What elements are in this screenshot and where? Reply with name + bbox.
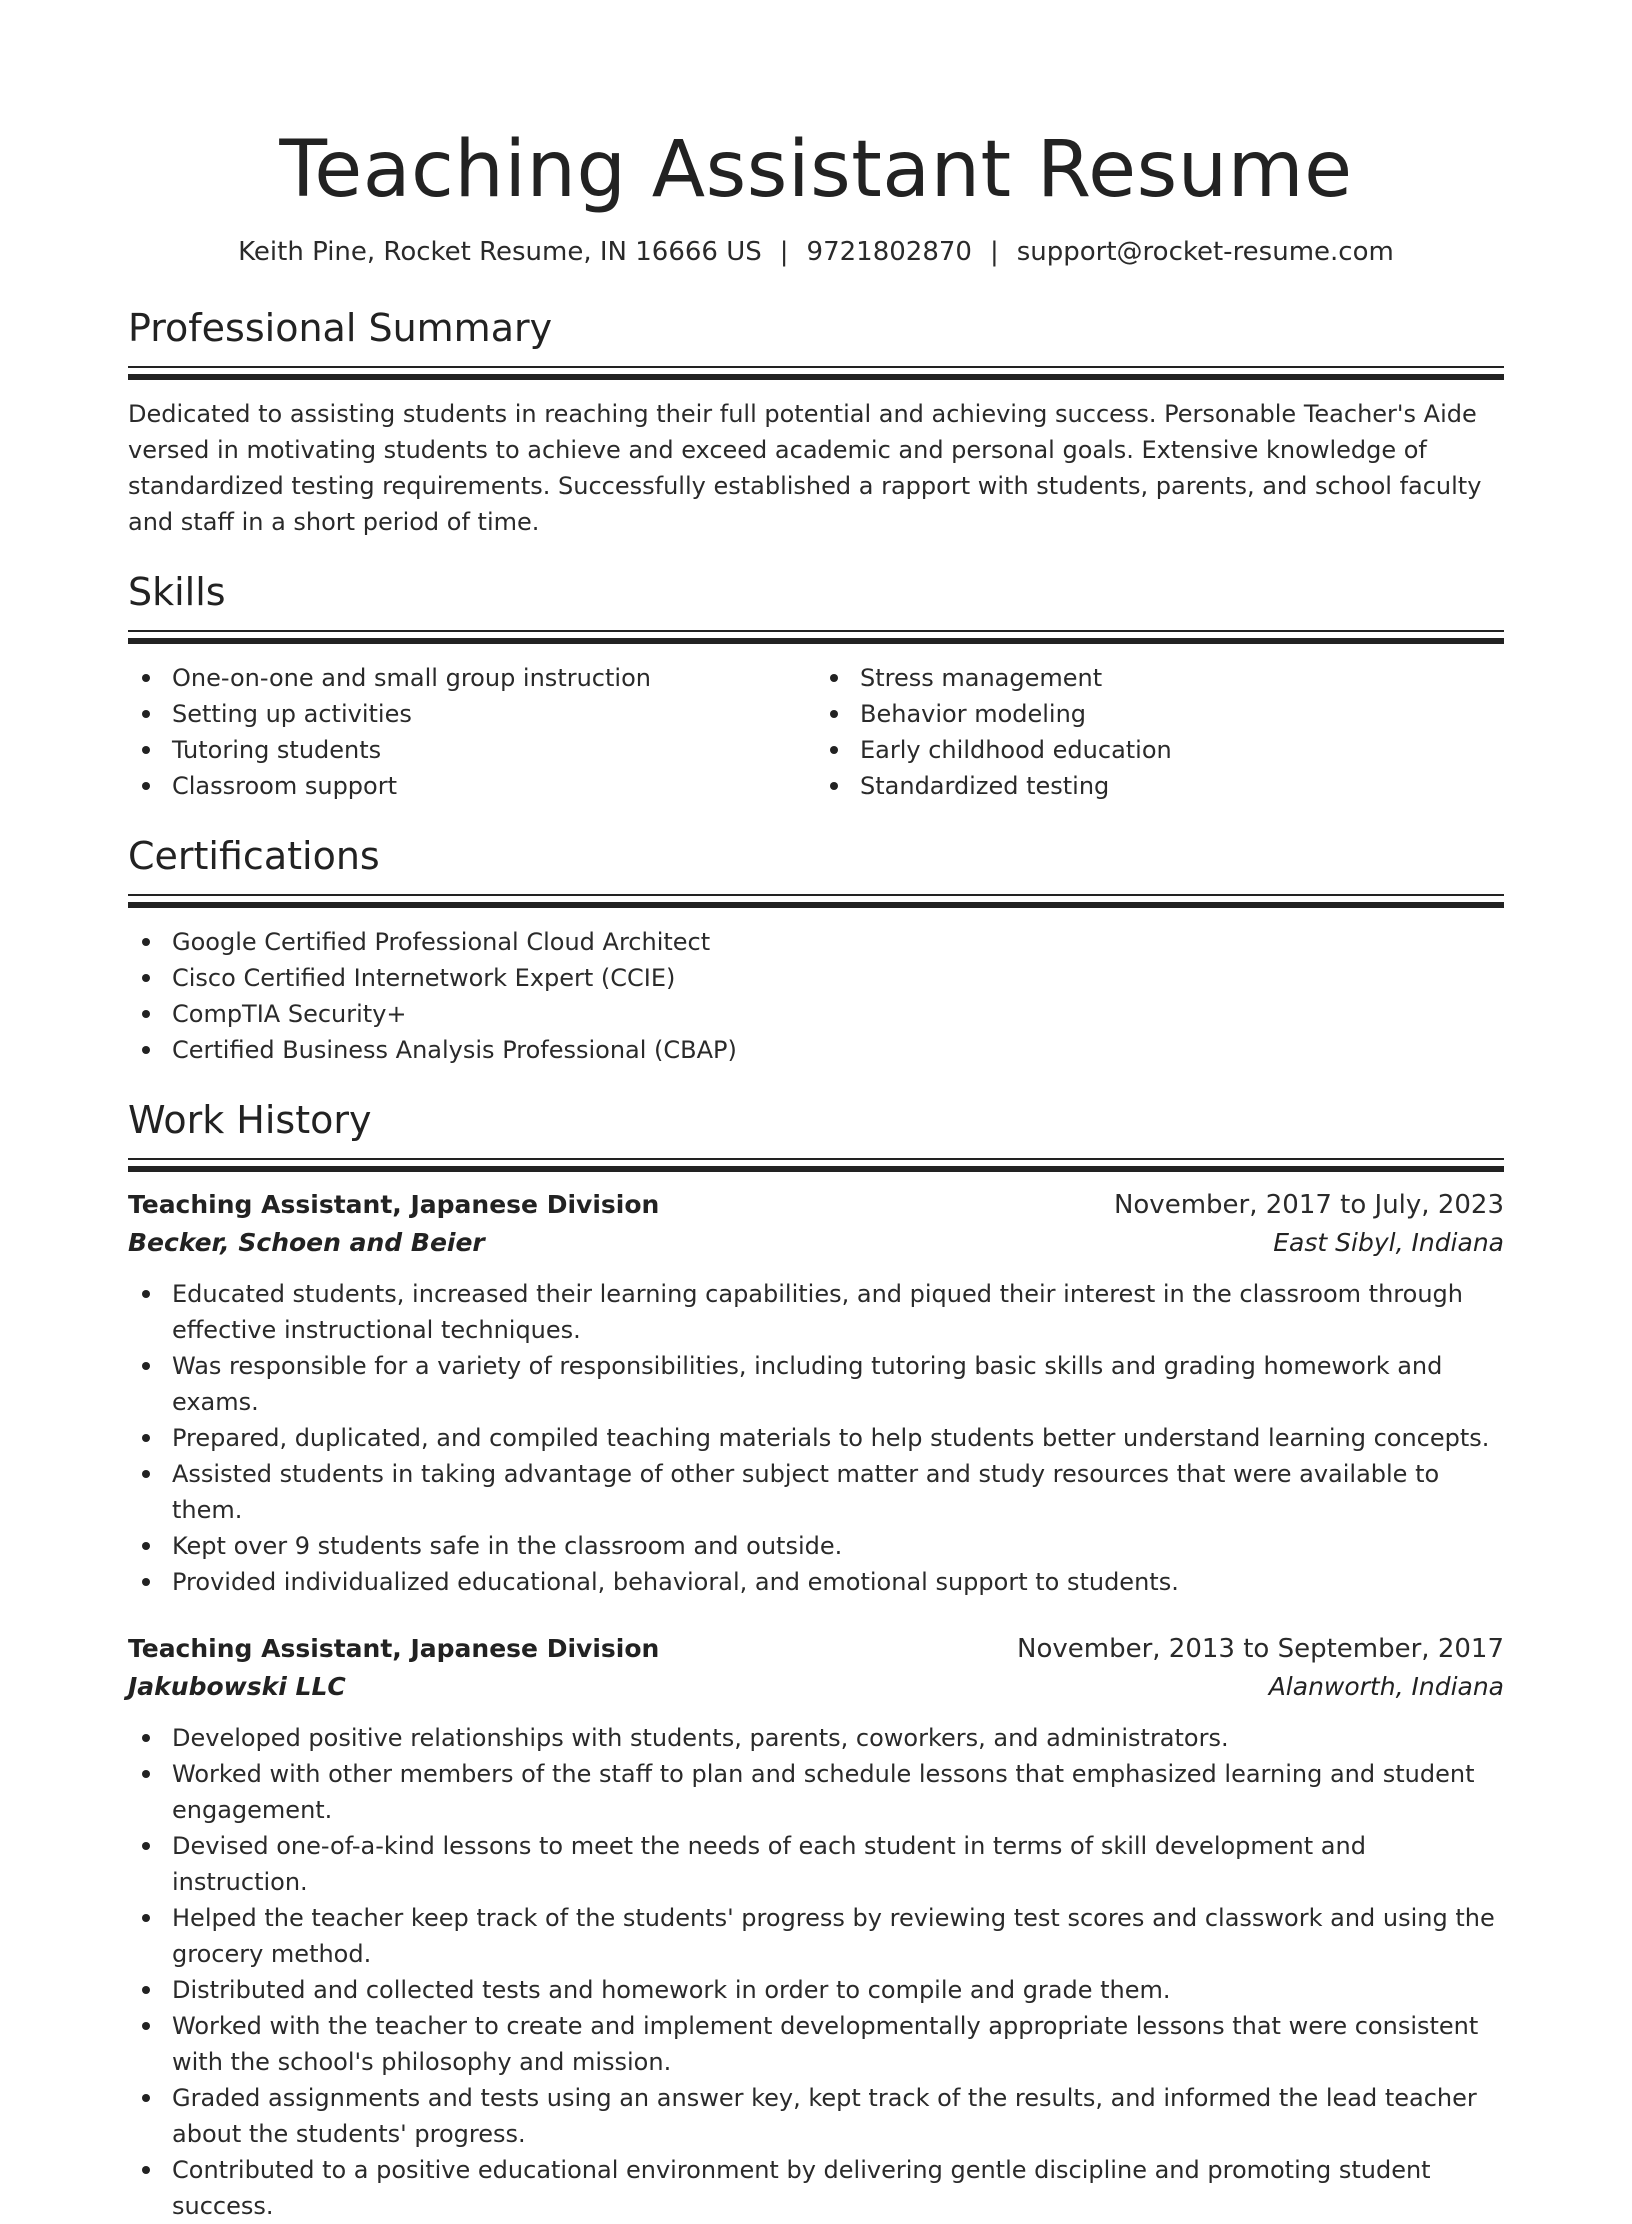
section-rule [128,638,1504,644]
skills-columns [128,660,1504,804]
job-bullet: Educated students, increased their learning capabilities, and piqued their interest in the classroom through effective instructional techniques. [128,1276,1504,1348]
job-header [128,1630,1504,1668]
skill-item: Stress management [816,660,1504,696]
skills-list-left [128,660,816,804]
job-bullet: Developed positive relationships with students, parents, coworkers, and administrators. [128,1720,1504,1756]
job-subheader [128,1224,1504,1262]
job-location: Alanworth, Indiana [1268,1672,1504,1701]
summary-text: Dedicated to assisting students in reaching their full potential and achieving success. Personable Teacher's Aide versed in motivating students to achieve and exceed academic and personal goals. Extensive knowledge of standardized testing requirements. Successfully established a rapport with students, parents, and school faculty and staff in a short period of time. [128,400,1482,536]
job-bullet: Was responsible for a variety of responsibilities, including tutoring basic skills and grading homework and exams. [128,1348,1504,1420]
contact-separator: | [779,237,789,267]
job-bullet: Devised one-of-a-kind lessons to meet the needs of each student in terms of skill development and instruction. [128,1828,1504,1900]
certification-item: Google Certified Professional Cloud Architect [128,924,1504,960]
work-history-section [128,1096,1504,2224]
section-rule [128,1158,1504,1160]
contact-phone: 9721802870 [806,237,972,267]
certifications-list [128,924,1504,1068]
job-company: Becker, Schoen and Beier [128,1228,485,1257]
section-rule [128,902,1504,908]
skill-item: Classroom support [128,768,816,804]
job-bullet: Distributed and collected tests and homework in order to compile and grade them. [128,1972,1504,2008]
job-bullet: Helped the teacher keep track of the students' progress by reviewing test scores and classwork and using the grocery method. [128,1900,1504,1972]
skill-item: Tutoring students [128,732,816,768]
section-heading-summary: Professional Summary [128,306,553,350]
section-rule [128,374,1504,380]
job-bullet-list [128,1720,1504,2224]
job-title: Teaching Assistant, Japanese Division [128,1190,660,1219]
job-entry [128,1630,1504,2224]
job-bullet: Graded assignments and tests using an answer key, kept track of the results, and informed the lead teacher about the students' progress. [128,2080,1504,2152]
job-dates: November, 2017 to July, 2023 [1113,1190,1504,1220]
job-bullet: Prepared, duplicated, and compiled teaching materials to help students better understand learning concepts. [128,1420,1504,1456]
job-bullet: Worked with the teacher to create and implement developmentally appropriate lessons that were consistent with the school's philosophy and mission. [128,2008,1504,2080]
summary-section [128,304,1504,540]
contact-separator: | [989,237,999,267]
section-heading-work-history: Work History [128,1098,372,1142]
job-bullet: Provided individualized educational, behavioral, and emotional support to students. [128,1564,1504,1600]
contact-line [128,234,1504,270]
certifications-section [128,832,1504,1068]
section-rule [128,630,1504,632]
job-header [128,1186,1504,1224]
page-title: Teaching Assistant Resume [279,125,1353,215]
section-heading-certifications: Certifications [128,834,380,878]
contact-email[interactable]: support@rocket-resume.com [1016,237,1394,267]
skills-list-right [816,660,1504,804]
job-subheader [128,1668,1504,1706]
skill-item: Standardized testing [816,768,1504,804]
job-bullet: Assisted students in taking advantage of other subject matter and study resources that were available to them. [128,1456,1504,1528]
section-rule [128,366,1504,368]
job-dates: November, 2013 to September, 2017 [1017,1634,1504,1664]
section-rule [128,1166,1504,1172]
job-bullet: Worked with other members of the staff to plan and schedule lessons that emphasized learning and student engagement. [128,1756,1504,1828]
skill-item: Setting up activities [128,696,816,732]
job-bullet-list [128,1276,1504,1600]
section-rule [128,894,1504,896]
skill-item: Behavior modeling [816,696,1504,732]
skill-item: Early childhood education [816,732,1504,768]
job-title: Teaching Assistant, Japanese Division [128,1634,660,1663]
resume-page [128,0,1504,2224]
job-location: East Sibyl, Indiana [1273,1228,1504,1257]
job-company: Jakubowski LLC [128,1672,346,1701]
contact-address: Keith Pine, Rocket Resume, IN 16666 US [238,237,762,267]
job-bullet: Contributed to a positive educational environment by delivering gentle discipline and promoting student success. [128,2152,1504,2224]
certification-item: Cisco Certified Internetwork Expert (CCIE) [128,960,1504,996]
job-entry [128,1186,1504,1600]
skills-section [128,568,1504,804]
job-bullet: Kept over 9 students safe in the classroom and outside. [128,1528,1504,1564]
certification-item: CompTIA Security+ [128,996,1504,1032]
section-heading-skills: Skills [128,570,226,614]
certification-item: Certified Business Analysis Professional (CBAP) [128,1032,1504,1068]
skill-item: One-on-one and small group instruction [128,660,816,696]
